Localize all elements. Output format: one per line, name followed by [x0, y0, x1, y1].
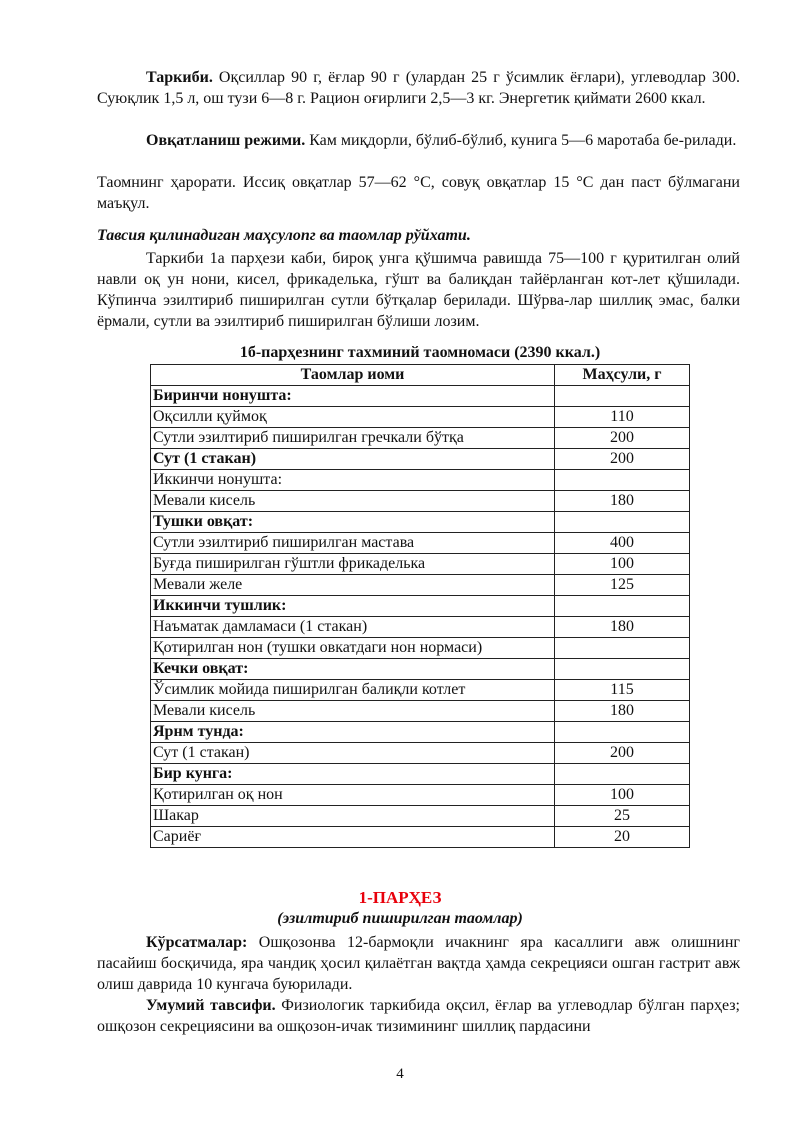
dish-name-cell: Биринчи нонушта:	[151, 386, 555, 407]
dish-name-cell: Сут (1 стакан)	[151, 449, 555, 470]
dish-name-cell: Ўсимлик мойида пиширилган балиқли котлет	[151, 680, 555, 701]
table-row	[151, 491, 690, 512]
amount-cell	[555, 512, 690, 533]
table-row	[151, 701, 690, 722]
table-row	[151, 638, 690, 659]
amount-cell	[555, 470, 690, 491]
amount-cell: 20	[555, 827, 690, 848]
table-row	[151, 806, 690, 827]
indications-label: Кўрсатмалар:	[146, 934, 248, 951]
dish-name-cell: Мевали кисель	[151, 701, 555, 722]
dish-name-cell: Сутли эзилтириб пиширилган гречкали бўтқа	[151, 428, 555, 449]
diet-subtitle: (эзилтириб пиширилган таомлар)	[277, 910, 523, 927]
table-row	[151, 659, 690, 680]
table-row	[151, 680, 690, 701]
amount-cell	[555, 659, 690, 680]
indications-text: Ошқозонва 12-бармоқли ичакнинг яра касаллиги авж олишнинг пасайиш босқичида, яра чандиқ ҳосил қилаётган вақтда ҳамда секрецияси ошган гастрит авж олиш даврида 10 кунгача буюрилади.	[97, 934, 740, 993]
amount-cell: 110	[555, 407, 690, 428]
table-row	[151, 512, 690, 533]
composition-label: Таркиби.	[146, 69, 213, 86]
dish-name-cell: Қотирилган оқ нон	[151, 785, 555, 806]
table-row	[151, 386, 690, 407]
amount-cell: 100	[555, 785, 690, 806]
dish-name-cell: Буғда пиширилган гўштли фрикаделька	[151, 554, 555, 575]
amount-cell: 200	[555, 449, 690, 470]
dish-name-cell: Иккинчи нонушта:	[151, 470, 555, 491]
amount-cell: 180	[555, 701, 690, 722]
amount-cell: 115	[555, 680, 690, 701]
dish-name-cell: Кечки овқат:	[151, 659, 555, 680]
table-row	[151, 743, 690, 764]
diet-title: 1-ПАРҲЕЗ	[358, 888, 442, 907]
menu-table-title: 1б-парҳезнинг тахминий таомномаси (2390 ккал.)	[239, 344, 601, 361]
table-row	[151, 470, 690, 491]
amount-cell: 125	[555, 575, 690, 596]
dish-name-cell: Наъматак дамламаси (1 стакан)	[151, 617, 555, 638]
amount-cell: 100	[555, 554, 690, 575]
menu-table	[150, 364, 690, 848]
dish-name-cell: Бир кунга:	[151, 764, 555, 785]
general-description-paragraph	[97, 995, 740, 1037]
table-row	[151, 722, 690, 743]
dish-name-cell: Иккинчи тушлик:	[151, 596, 555, 617]
general-description-label: Умумий тавсифи.	[146, 997, 276, 1014]
general-description-text: Физиологик таркибида оқсил, ёғлар ва углеводлар бўлган парҳез; ошқозон секрециясини ва ошқозон-ичак тизимининг шиллиқ пардасини	[97, 997, 741, 1035]
amount-cell: 400	[555, 533, 690, 554]
amount-cell	[555, 386, 690, 407]
dish-name-cell: Сут (1 стакан)	[151, 743, 555, 764]
amount-cell: 200	[555, 743, 690, 764]
dish-name-cell: Оқсилли қуймоқ	[151, 407, 555, 428]
dish-name-cell: Сариёғ	[151, 827, 555, 848]
table-row	[151, 617, 690, 638]
amount-cell	[555, 638, 690, 659]
dish-name-cell: Шакар	[151, 806, 555, 827]
diet-regime-label: Овқатланиш режими.	[146, 132, 306, 149]
table-row	[151, 428, 690, 449]
dish-name-cell: Тушки овқат:	[151, 512, 555, 533]
dish-name-cell: Сутли эзилтириб пиширилган мастава	[151, 533, 555, 554]
table-row	[151, 575, 690, 596]
header-amount: Маҳсули, г	[555, 365, 690, 386]
table-row	[151, 596, 690, 617]
diet-regime-paragraph	[97, 130, 740, 151]
amount-cell: 180	[555, 491, 690, 512]
dish-name-cell: Мевали желе	[151, 575, 555, 596]
food-temperature-paragraph: Таомнинг ҳарорати. Иссиқ овқатлар 57—62 °С, совуқ овқатлар 15 °С дан паст бўлмагани маъқул.	[97, 174, 740, 212]
table-row	[151, 827, 690, 848]
table-row	[151, 533, 690, 554]
amount-cell	[555, 596, 690, 617]
composition-text: Оқсиллар 90 г, ёғлар 90 г (улардан 25 г ўсимлик ёғлари), углеводлар 300. Суюқлик 1,5 л, ош тузи 6—8 г. Рацион оғирлиги 2,5—3 кг. Энергетик қиймати 2600 ккал.	[97, 69, 740, 107]
amount-cell: 200	[555, 428, 690, 449]
dish-name-cell: Мевали кисель	[151, 491, 555, 512]
amount-cell: 180	[555, 617, 690, 638]
table-row	[151, 785, 690, 806]
amount-cell: 25	[555, 806, 690, 827]
table-row	[151, 407, 690, 428]
amount-cell	[555, 722, 690, 743]
dish-name-cell: Ярнм тунда:	[151, 722, 555, 743]
diet-regime-text: Кам миқдорли, бўлиб-бўлиб, кунига 5—6 маротаба бе-рилади.	[305, 132, 737, 149]
recommended-products-title: Тавсия қилинадиган маҳсулопг ва таомлар рўйхати.	[97, 227, 471, 244]
header-dish-name: Таомлар иоми	[151, 365, 555, 386]
table-row	[151, 764, 690, 785]
page-number: 4	[396, 1066, 404, 1082]
amount-cell	[555, 764, 690, 785]
dish-name-cell: Қотирилган нон (тушки овкатдаги нон нормаси)	[151, 638, 555, 659]
indications-paragraph	[97, 932, 740, 995]
composition-paragraph	[97, 67, 740, 109]
recommended-products-paragraph: Таркиби 1а парҳези каби, бироқ унга қўшимча равишда 75—100 г қуритилган олий навли оқ ун нони, кисел, фрикаделька, гўшт ва балиқдан тайёрланган кот-лет қўшилади. Кўпинча эзилтириб пиширилган сутли бўтқалар берилади. Шўрва-лар шиллиқ эмас, балки ёрмали, сутли ва эзилтириб пиширилган бўлиши лозим.	[97, 250, 740, 330]
table-row	[151, 554, 690, 575]
menu-table-header-row	[151, 365, 690, 386]
table-row	[151, 449, 690, 470]
